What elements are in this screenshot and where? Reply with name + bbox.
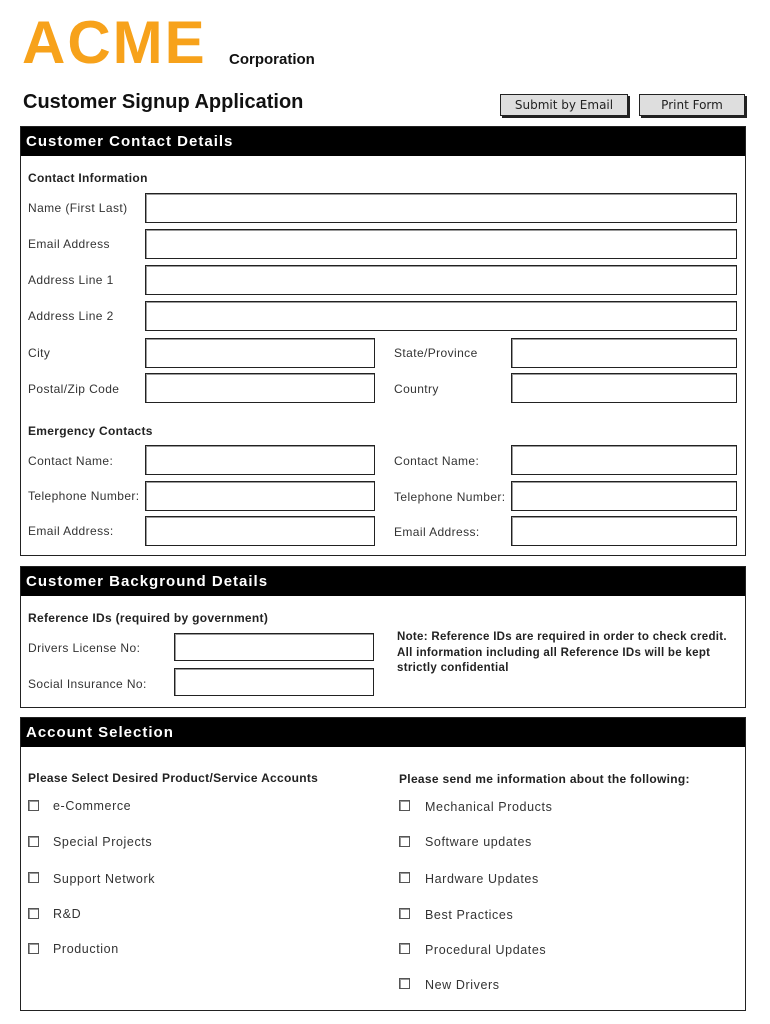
address-line-2-input[interactable] — [145, 301, 737, 331]
best-practices-checkbox[interactable] — [399, 908, 410, 919]
logo-corporation-text: Corporation — [229, 51, 315, 68]
support-network-label: Support Network — [53, 872, 156, 886]
hardware-updates-checkbox[interactable] — [399, 872, 410, 883]
contact-information-label: Contact Information — [28, 171, 148, 185]
emergency-email-input-2[interactable] — [511, 516, 737, 546]
best-practices-label: Best Practices — [425, 908, 514, 922]
postal-zip-label: Postal/Zip Code — [28, 382, 120, 396]
emergency-contacts-label: Emergency Contacts — [28, 424, 153, 438]
emergency-email-label-1: Email Address: — [28, 524, 114, 538]
special-projects-checkbox[interactable] — [28, 836, 39, 847]
support-network-checkbox[interactable] — [28, 872, 39, 883]
address-line-1-input[interactable] — [145, 265, 737, 295]
procedural-updates-label: Procedural Updates — [425, 943, 547, 957]
emergency-telephone-label-2: Telephone Number: — [394, 490, 506, 504]
emergency-contact-name-input-1[interactable] — [145, 445, 375, 475]
emergency-telephone-label-1: Telephone Number: — [28, 489, 140, 503]
drivers-license-label: Drivers License No: — [28, 641, 141, 655]
emergency-email-label-2: Email Address: — [394, 525, 480, 539]
contact-details-heading: Customer Contact Details — [21, 127, 745, 156]
ecommerce-checkbox[interactable] — [28, 800, 39, 811]
email-input[interactable] — [145, 229, 737, 259]
social-insurance-label: Social Insurance No: — [28, 677, 147, 691]
country-label: Country — [394, 382, 439, 396]
city-label: City — [28, 346, 51, 360]
emergency-email-input-1[interactable] — [145, 516, 375, 546]
new-drivers-label: New Drivers — [425, 978, 500, 992]
name-input[interactable] — [145, 193, 737, 223]
address-line-1-label: Address Line 1 — [28, 273, 114, 287]
production-checkbox[interactable] — [28, 943, 39, 954]
acme-logo: ACME — [22, 9, 207, 76]
state-province-input[interactable] — [511, 338, 737, 368]
name-label: Name (First Last) — [28, 201, 128, 215]
drivers-license-input[interactable] — [174, 633, 374, 661]
production-label: Production — [53, 942, 119, 956]
social-insurance-input[interactable] — [174, 668, 374, 696]
account-selection-section — [20, 717, 746, 1011]
software-updates-checkbox[interactable] — [399, 836, 410, 847]
address-line-2-label: Address Line 2 — [28, 309, 114, 323]
postal-zip-input[interactable] — [145, 373, 375, 403]
emergency-contact-name-label-2: Contact Name: — [394, 454, 480, 468]
city-input[interactable] — [145, 338, 375, 368]
mechanical-products-checkbox[interactable] — [399, 800, 410, 811]
reference-ids-label: Reference IDs (required by government) — [28, 611, 269, 625]
special-projects-label: Special Projects — [53, 835, 153, 849]
software-updates-label: Software updates — [425, 835, 532, 849]
email-label: Email Address — [28, 237, 110, 251]
information-request-label: Please send me information about the following: — [399, 772, 690, 786]
hardware-updates-label: Hardware Updates — [425, 872, 539, 886]
emergency-contact-name-label-1: Contact Name: — [28, 454, 114, 468]
emergency-telephone-input-1[interactable] — [145, 481, 375, 511]
new-drivers-checkbox[interactable] — [399, 978, 410, 989]
submit-by-email-button[interactable]: Submit by Email — [500, 94, 628, 116]
page-title: Customer Signup Application — [23, 91, 304, 113]
ecommerce-label: e-Commerce — [53, 799, 132, 813]
product-accounts-label: Please Select Desired Product/Service Accounts — [28, 771, 319, 785]
background-details-heading: Customer Background Details — [21, 567, 745, 596]
state-province-label: State/Province — [394, 346, 478, 360]
emergency-telephone-input-2[interactable] — [511, 481, 737, 511]
r-and-d-label: R&D — [53, 907, 82, 921]
account-selection-heading: Account Selection — [21, 718, 745, 747]
confidentiality-note: Note: Reference IDs are required in order to check credit. All information including all Reference IDs will be kept strictly confidential — [397, 631, 727, 674]
country-input[interactable] — [511, 373, 737, 403]
mechanical-products-label: Mechanical Products — [425, 800, 553, 814]
r-and-d-checkbox[interactable] — [28, 908, 39, 919]
procedural-updates-checkbox[interactable] — [399, 943, 410, 954]
emergency-contact-name-input-2[interactable] — [511, 445, 737, 475]
print-form-button[interactable]: Print Form — [639, 94, 745, 116]
